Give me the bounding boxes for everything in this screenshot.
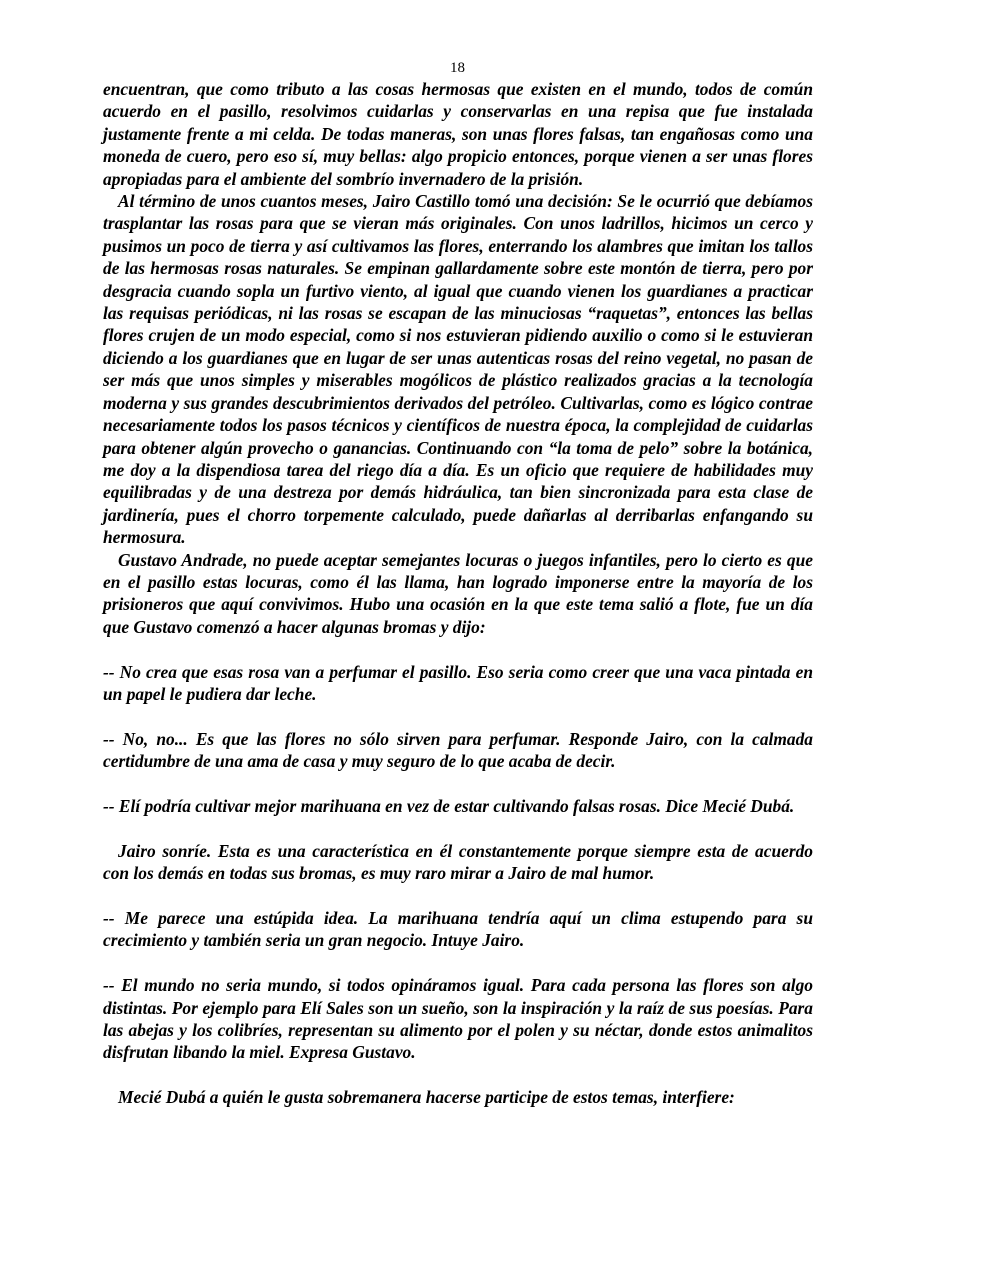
dialogue-line-1: -- No crea que esas rosa van a perfumar el pasillo. Eso seria como creer que una vaca pintada en un papel le pudiera dar leche. (103, 661, 813, 704)
paragraph-1: encuentran, que como tributo a las cosas hermosas que existen en el mundo, todos de común acuerdo en el pasillo, resolvimos cuidarlas y conservarlas en una repisa que fue instalada justamente frente a mi celda. De todas maneras, son unas flores falsas, tan engañosas como una moneda de cuero, pero eso sí, muy bellas: algo propicio entonces, porque vienen a ser unas flores apropiadas para el ambiente del sombrío invernadero de la prisión. (103, 79, 813, 189)
dialogue-line-2: -- No, no... Es que las flores no sólo sirven para perfumar. Responde Jairo, con la calmada certidumbre de una ama de casa y muy seguro de lo que acaba de decir. (103, 728, 813, 772)
paragraph-3: Gustavo Andrade, no puede aceptar semejantes locuras o juegos infantiles, pero lo cierto es que en el pasillo estas locuras, como él las llama, han logrado imponerse entre la mayoría de los prisioneros que aquí convivimos. Hubo una ocasión en la que este tema salió a flote, fue un día que Gustavo comenzó a hacer algunas bromas y dijo: (103, 549, 813, 637)
paragraph-2: Al término de unos cuantos meses, Jairo Castillo tomó una decisión: Se le ocurrió que debíamos trasplantar las rosas para que se vieran más originales. Con unos ladrillos, hicimos un cerco y pusimos un poco de tierra y así cultivamos las flores, enterrando los alambres que imitan los tallos de las hermosas rosas naturales. Se empinan gallardamente sobre este montón de tierra, pero por desgracia cuando sopla un furtivo viento, al igual que cuando vienen los guardianes a practicar las requisas periódicas, ni las rosas se escapan de las minuciosas “raquetas”, entonces las bellas flores crujen de un modo especial, como si nos estuvieran pidiendo auxilio o como si le estuvieran diciendo a los guardianes que en lugar de ser unas autenticas rosas del reino vegetal, no pasan de ser más que unos simples y miserables mogólicos de plástico realizados gracias a la tecnología moderna y sus grandes descubrimientos derivados del petróleo. Cultivarlas, como es lógico contrae necesariamente todos los pasos técnicos y científicos de nuestra época, la complejidad de cuidarlas para obtener algún provecho o ganancias. Continuando con “la toma de pelo” sobre la botánica, me doy a la dispendiosa tarea del riego día a día. Es un oficio que requiere de habilidades muy equilibradas y de una destreza por demás hidráulica, tan bien sincronizada para esta clase de jardinería, pues el chorro torpemente calculado, puede dañarlas al derribarlas enfangando su hermosura. (103, 191, 813, 548)
paragraph-5: Mecié Dubá a quién le gusta sobremanera hacerse participe de estos temas, interfiere: (118, 1087, 735, 1108)
paragraph-4: Jairo sonríe. Esta es una característica en él constantemente porque siempre esta de acuerdo con los demás en todas sus bromas, es muy raro mirar a Jairo de mal humor. (103, 840, 813, 884)
body-text (103, 78, 813, 1109)
dialogue-line-3: -- Elí podría cultivar mejor marihuana en vez de estar cultivando falsas rosas. Dice Mecié Dubá. (103, 795, 795, 816)
dialogue-line-5: -- El mundo no seria mundo, si todos opináramos igual. Para cada persona las flores son algo distintas. Por ejemplo para Elí Sales son un sueño, son la inspiración y la raíz de sus poesías. Para las abejas y los colibríes, representan su alimento por el polen y su néctar, donde estos animalitos disfrutan libando la miel. Expresa Gustavo. (103, 975, 813, 1063)
dialogue-line-4: -- Me parece una estúpida idea. La marihuana tendría aquí un clima estupendo para su crecimiento y también seria un gran negocio. Intuye Jairo. (103, 907, 813, 951)
page-number: 18 (450, 60, 465, 76)
